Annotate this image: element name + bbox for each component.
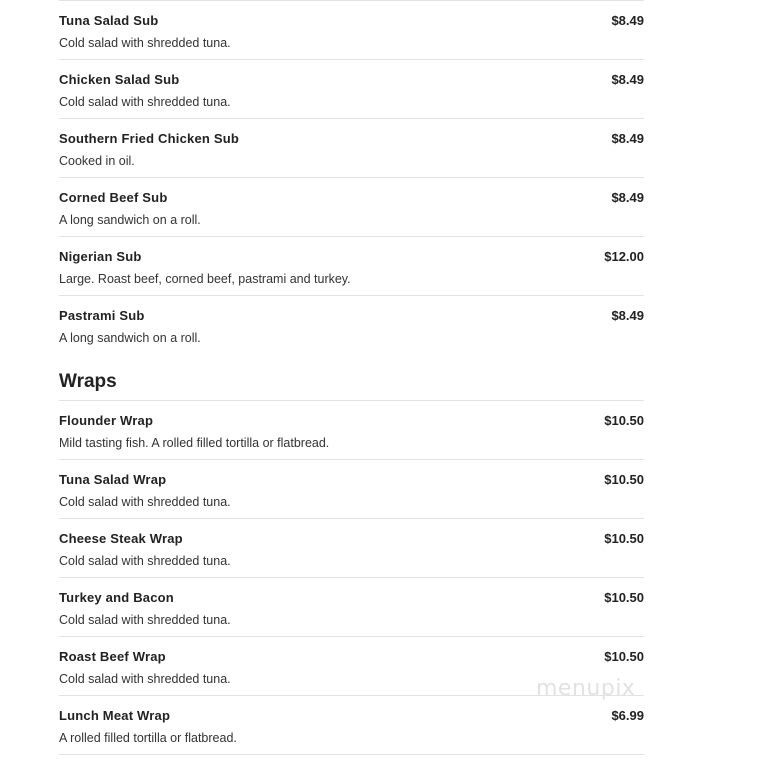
- menu-item-price: $10.50: [604, 649, 644, 664]
- menu-item-price: $10.50: [604, 590, 644, 605]
- menu-item-name: Lunch Meat Wrap: [59, 708, 171, 723]
- menu-item-name: Turkey and Bacon: [59, 590, 174, 605]
- menu-item-description: Cold salad with shredded tuna.: [59, 613, 231, 627]
- menu-item-name: Nigerian Sub: [59, 249, 142, 264]
- menu-item-name: Southern Fried Chicken Sub: [59, 131, 239, 146]
- menu-item-price: $8.49: [611, 190, 644, 205]
- menu-item-name: Corned Beef Sub: [59, 190, 168, 205]
- menu-item[interactable]: [59, 1, 644, 60]
- menu-item-description: A rolled filled tortilla or flatbread.: [59, 731, 237, 745]
- menu-item-description: Cold salad with shredded tuna.: [59, 495, 231, 509]
- menu-item-description: A long sandwich on a roll.: [59, 213, 201, 227]
- menu-item-description: Mild tasting fish. A rolled filled tortilla or flatbread.: [59, 436, 330, 450]
- menu-item-name: Flounder Wrap: [59, 413, 154, 428]
- section-title: Wraps: [59, 371, 117, 392]
- menu-item-price: $10.50: [604, 472, 644, 487]
- menu-item-description: Large. Roast beef, corned beef, pastrami and turkey.: [59, 272, 351, 286]
- menu-list: [59, 0, 644, 755]
- menu-item-description: Cold salad with shredded tuna.: [59, 36, 231, 50]
- menu-item-name: Roast Beef Wrap: [59, 649, 166, 664]
- menu-item-price: $10.50: [604, 413, 644, 428]
- menu-item[interactable]: [59, 237, 644, 296]
- menu-item-price: $8.49: [611, 131, 644, 146]
- menu-item-name: Pastrami Sub: [59, 308, 145, 323]
- menu-item[interactable]: [59, 696, 644, 755]
- menupix-watermark: menupix: [536, 676, 636, 701]
- menu-item-name: Cheese Steak Wrap: [59, 531, 183, 546]
- menu-item-price: $8.49: [611, 308, 644, 323]
- menu-item[interactable]: [59, 178, 644, 237]
- menu-item-name: Tuna Salad Wrap: [59, 472, 167, 487]
- menu-item[interactable]: [59, 578, 644, 637]
- menu-item-description: Cooked in oil.: [59, 154, 135, 168]
- menu-item-price: $6.99: [611, 708, 644, 723]
- menu-item-price: $10.50: [604, 531, 644, 546]
- menu-item-description: Cold salad with shredded tuna.: [59, 672, 231, 686]
- menu-item[interactable]: [59, 401, 644, 460]
- menu-item[interactable]: [59, 460, 644, 519]
- menu-item-name: Tuna Salad Sub: [59, 13, 159, 28]
- menu-item-name: Chicken Salad Sub: [59, 72, 180, 87]
- menu-item[interactable]: [59, 119, 644, 178]
- menu-item[interactable]: [59, 519, 644, 578]
- menu-item-description: A long sandwich on a roll.: [59, 331, 201, 345]
- menu-item-price: $8.49: [611, 72, 644, 87]
- section-heading: [59, 355, 644, 401]
- menu-item-price: $8.49: [611, 13, 644, 28]
- menu-item-price: $12.00: [604, 249, 644, 264]
- menu-item-description: Cold salad with shredded tuna.: [59, 95, 231, 109]
- menu-item-description: Cold salad with shredded tuna.: [59, 554, 231, 568]
- menu-section-subs: [59, 1, 644, 355]
- menu-item[interactable]: [59, 296, 644, 355]
- menu-item[interactable]: [59, 60, 644, 119]
